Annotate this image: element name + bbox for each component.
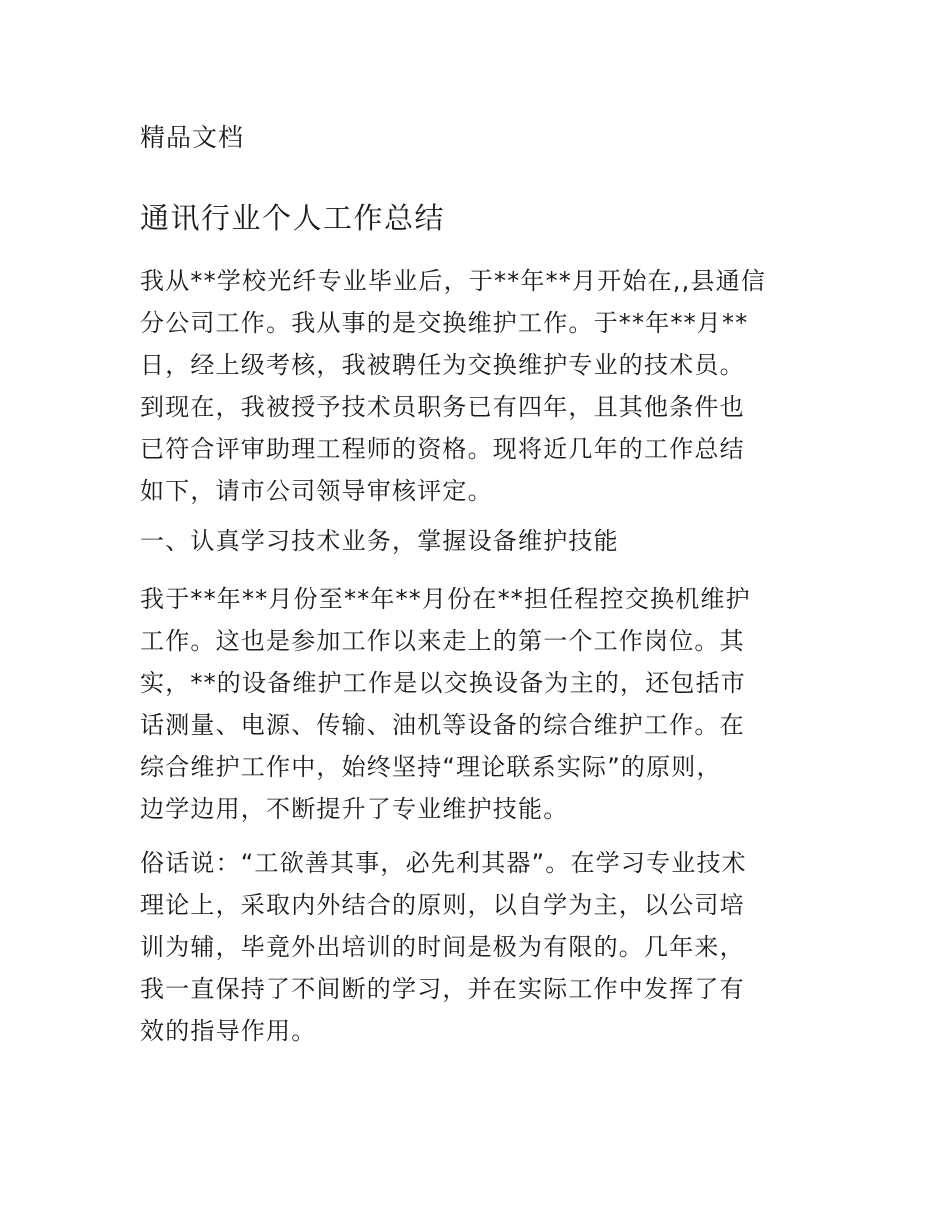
paragraph-line: 工作。这也是参加工作以来走上的第一个工作岗位。其: [140, 627, 745, 655]
paragraph-line: 俗话说：“工欲善其事，必先利其器”。在学习专业技术: [140, 849, 747, 877]
document-title: 通讯行业个人工作总结: [140, 201, 446, 235]
paragraph-line: 效的指导作用。: [140, 1017, 317, 1045]
paragraph-line: 理论上，采取内外结合的原则，以自学为主，以公司培: [140, 891, 745, 919]
paragraph-line: 到现在，我被授予技术员职务已有四年，且其他条件也: [140, 393, 745, 421]
paragraph-line: 实，**的设备维护工作是以交换设备为主的，还包括市: [140, 669, 746, 697]
paragraph-line: 已符合评审助理工程师的资格。现将近几年的工作总结: [140, 435, 745, 463]
paragraph-line: 话测量、电源、传输、油机等设备的综合维护工作。在: [140, 711, 745, 739]
paragraph-line: 我从**学校光纤专业毕业后，于**年**月开始在,,县通信: [140, 267, 767, 295]
paragraph-line: 如下，请市公司领导审核评定。: [140, 477, 493, 505]
section-heading: [140, 520, 820, 562]
paragraph-line: 我一直保持了不间断的学习，并在实际工作中发挥了有: [140, 975, 745, 1003]
paragraph-line: 边学边用，不断提升了专业维护技能。: [140, 795, 569, 823]
paragraph-line: 综合维护工作中，始终坚持“理论联系实际”的原则，: [140, 753, 722, 781]
paragraph-line: 训为辅，毕竟外出培训的时间是极为有限的。几年来，: [140, 933, 745, 961]
paragraph-maintenance: [140, 578, 820, 830]
paragraph-line: 分公司工作。我从事的是交换维护工作。于**年**月**: [140, 309, 749, 337]
paragraph-line: 日，经上级考核，我被聘任为交换维护专业的技术员。: [140, 351, 745, 379]
paragraph-line: 我于**年**月份至**年**月份在**担任程控交换机维护: [140, 585, 751, 613]
section-heading-line: 一、认真学习技术业务，掌握设备维护技能: [140, 527, 619, 555]
paragraph-intro: [140, 260, 820, 512]
paragraph-learning: [140, 842, 820, 1052]
document-header: 精品文档: [140, 123, 245, 152]
